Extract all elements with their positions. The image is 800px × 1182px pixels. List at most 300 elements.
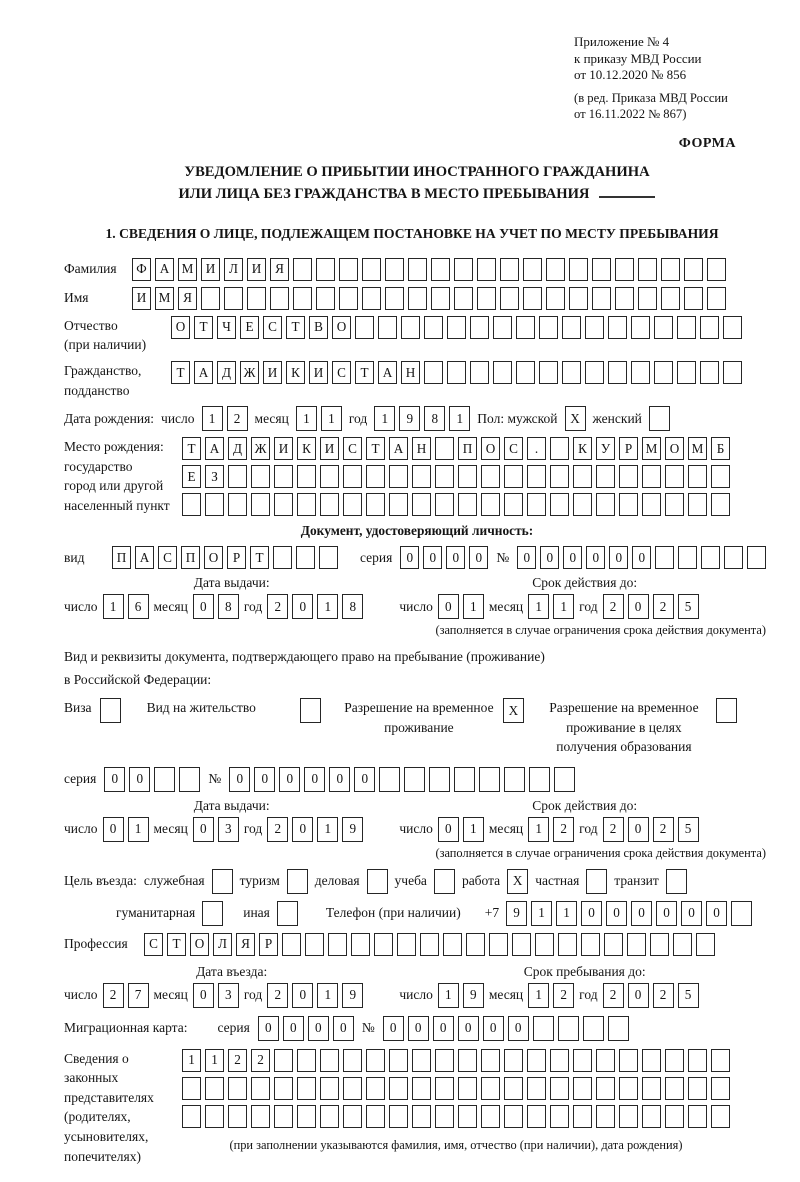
char-box[interactable]: [434, 869, 455, 894]
birthplace-row3-input[interactable]: [182, 493, 730, 516]
char-box[interactable]: [677, 316, 696, 339]
char-box[interactable]: [435, 1077, 454, 1100]
char-box[interactable]: [343, 465, 362, 488]
char-box[interactable]: [201, 287, 220, 310]
char-box[interactable]: [404, 767, 425, 792]
char-box[interactable]: [550, 1105, 569, 1128]
char-box[interactable]: Я: [236, 933, 255, 956]
char-box[interactable]: [366, 1049, 385, 1072]
stay-year-input[interactable]: [603, 983, 699, 1008]
char-box[interactable]: [665, 465, 684, 488]
char-box[interactable]: 3: [218, 817, 239, 842]
char-box[interactable]: [596, 1049, 615, 1072]
char-box[interactable]: 0: [438, 817, 459, 842]
residence-seriya-input[interactable]: [104, 767, 200, 792]
char-box[interactable]: [182, 1077, 201, 1100]
purpose-private-checkbox[interactable]: [586, 869, 607, 894]
char-box[interactable]: 0: [632, 546, 651, 569]
char-box[interactable]: Я: [178, 287, 197, 310]
char-box[interactable]: [458, 1077, 477, 1100]
char-box[interactable]: X: [507, 869, 528, 894]
char-box[interactable]: 2: [251, 1049, 270, 1072]
char-box[interactable]: 9: [463, 983, 484, 1008]
char-box[interactable]: 0: [508, 1016, 529, 1041]
char-box[interactable]: [389, 493, 408, 516]
char-box[interactable]: 1: [202, 406, 223, 431]
char-box[interactable]: [435, 465, 454, 488]
char-box[interactable]: [389, 1105, 408, 1128]
representatives-row3-input[interactable]: [182, 1105, 730, 1128]
char-box[interactable]: [550, 437, 569, 460]
char-box[interactable]: 6: [128, 594, 149, 619]
char-box[interactable]: [366, 1077, 385, 1100]
purpose-work-checkbox[interactable]: [507, 869, 528, 894]
char-box[interactable]: [684, 258, 703, 281]
char-box[interactable]: И: [309, 361, 328, 384]
char-box[interactable]: [408, 258, 427, 281]
char-box[interactable]: [615, 258, 634, 281]
char-box[interactable]: О: [171, 316, 190, 339]
gender-female-checkbox[interactable]: [649, 406, 670, 431]
char-box[interactable]: [688, 465, 707, 488]
char-box[interactable]: [504, 1077, 523, 1100]
char-box[interactable]: Л: [224, 258, 243, 281]
char-box[interactable]: 0: [408, 1016, 429, 1041]
char-box[interactable]: [527, 1105, 546, 1128]
char-box[interactable]: [412, 1049, 431, 1072]
char-box[interactable]: 8: [218, 594, 239, 619]
char-box[interactable]: [608, 316, 627, 339]
char-box[interactable]: 1: [321, 406, 342, 431]
char-box[interactable]: [711, 493, 730, 516]
char-box[interactable]: [581, 933, 600, 956]
residence-issue-day-input[interactable]: [103, 817, 149, 842]
char-box[interactable]: [527, 465, 546, 488]
char-box[interactable]: [608, 1016, 629, 1041]
char-box[interactable]: И: [201, 258, 220, 281]
char-box[interactable]: Т: [355, 361, 374, 384]
char-box[interactable]: [458, 1105, 477, 1128]
char-box[interactable]: [320, 465, 339, 488]
birth-month-input[interactable]: [296, 406, 342, 431]
char-box[interactable]: [458, 465, 477, 488]
birth-day-input[interactable]: [202, 406, 248, 431]
char-box[interactable]: [724, 546, 743, 569]
purpose-tourism-checkbox[interactable]: [287, 869, 308, 894]
char-box[interactable]: [649, 406, 670, 431]
char-box[interactable]: [516, 316, 535, 339]
char-box[interactable]: [638, 258, 657, 281]
char-box[interactable]: 0: [129, 767, 150, 792]
char-box[interactable]: С: [144, 933, 163, 956]
char-box[interactable]: М: [155, 287, 174, 310]
char-box[interactable]: 0: [706, 901, 727, 926]
char-box[interactable]: [435, 437, 454, 460]
char-box[interactable]: [642, 465, 661, 488]
char-box[interactable]: 2: [267, 983, 288, 1008]
char-box[interactable]: [355, 316, 374, 339]
char-box[interactable]: [454, 258, 473, 281]
char-box[interactable]: [539, 316, 558, 339]
char-box[interactable]: [711, 1105, 730, 1128]
char-box[interactable]: [228, 1077, 247, 1100]
char-box[interactable]: [701, 546, 720, 569]
char-box[interactable]: Н: [401, 361, 420, 384]
char-box[interactable]: 0: [628, 817, 649, 842]
char-box[interactable]: М: [642, 437, 661, 460]
char-box[interactable]: [343, 1049, 362, 1072]
representatives-row1-input[interactable]: [182, 1049, 730, 1072]
char-box[interactable]: 0: [628, 594, 649, 619]
char-box[interactable]: Р: [259, 933, 278, 956]
char-box[interactable]: [562, 316, 581, 339]
migration-seriya-input[interactable]: [258, 1016, 354, 1041]
char-box[interactable]: [688, 1105, 707, 1128]
char-box[interactable]: [554, 767, 575, 792]
char-box[interactable]: М: [688, 437, 707, 460]
char-box[interactable]: [585, 316, 604, 339]
char-box[interactable]: Д: [217, 361, 236, 384]
char-box[interactable]: [320, 1105, 339, 1128]
char-box[interactable]: [527, 1077, 546, 1100]
char-box[interactable]: Я: [270, 258, 289, 281]
char-box[interactable]: 1: [317, 594, 338, 619]
birth-year-input[interactable]: [374, 406, 470, 431]
char-box[interactable]: [573, 1077, 592, 1100]
char-box[interactable]: В: [309, 316, 328, 339]
char-box[interactable]: [481, 1077, 500, 1100]
char-box[interactable]: [366, 1105, 385, 1128]
char-box[interactable]: [470, 361, 489, 384]
char-box[interactable]: 0: [423, 546, 442, 569]
char-box[interactable]: [431, 258, 450, 281]
char-box[interactable]: 1: [449, 406, 470, 431]
char-box[interactable]: И: [263, 361, 282, 384]
char-box[interactable]: [429, 767, 450, 792]
char-box[interactable]: 1: [556, 901, 577, 926]
char-box[interactable]: [454, 767, 475, 792]
char-box[interactable]: Л: [213, 933, 232, 956]
char-box[interactable]: [631, 361, 650, 384]
doc-valid-month-input[interactable]: [528, 594, 574, 619]
char-box[interactable]: [447, 316, 466, 339]
doc-valid-year-input[interactable]: [603, 594, 699, 619]
char-box[interactable]: [665, 1077, 684, 1100]
char-box[interactable]: 0: [628, 983, 649, 1008]
char-box[interactable]: [205, 1105, 224, 1128]
char-box[interactable]: 0: [433, 1016, 454, 1041]
char-box[interactable]: [343, 493, 362, 516]
char-box[interactable]: [573, 493, 592, 516]
char-box[interactable]: 0: [333, 1016, 354, 1041]
char-box[interactable]: [550, 1077, 569, 1100]
char-box[interactable]: [627, 933, 646, 956]
char-box[interactable]: [366, 493, 385, 516]
residence-valid-day-input[interactable]: [438, 817, 484, 842]
char-box[interactable]: 1: [317, 983, 338, 1008]
char-box[interactable]: [642, 493, 661, 516]
char-box[interactable]: Т: [250, 546, 269, 569]
char-box[interactable]: С: [263, 316, 282, 339]
char-box[interactable]: [251, 1077, 270, 1100]
char-box[interactable]: [596, 1105, 615, 1128]
char-box[interactable]: [316, 258, 335, 281]
char-box[interactable]: [619, 1077, 638, 1100]
char-box[interactable]: 0: [581, 901, 602, 926]
char-box[interactable]: 0: [586, 546, 605, 569]
char-box[interactable]: 1: [317, 817, 338, 842]
char-box[interactable]: 0: [563, 546, 582, 569]
char-box[interactable]: [504, 465, 523, 488]
char-box[interactable]: 1: [205, 1049, 224, 1072]
char-box[interactable]: 0: [103, 817, 124, 842]
char-box[interactable]: [678, 546, 697, 569]
visa-checkbox[interactable]: [100, 698, 121, 723]
char-box[interactable]: .: [527, 437, 546, 460]
char-box[interactable]: [711, 465, 730, 488]
char-box[interactable]: А: [205, 437, 224, 460]
char-box[interactable]: Д: [228, 437, 247, 460]
char-box[interactable]: [202, 901, 223, 926]
char-box[interactable]: [300, 698, 321, 723]
char-box[interactable]: Н: [412, 437, 431, 460]
char-box[interactable]: [293, 287, 312, 310]
char-box[interactable]: 2: [653, 594, 674, 619]
char-box[interactable]: [573, 1049, 592, 1072]
char-box[interactable]: [550, 465, 569, 488]
char-box[interactable]: [424, 361, 443, 384]
char-box[interactable]: [389, 465, 408, 488]
char-box[interactable]: 1: [128, 817, 149, 842]
char-box[interactable]: [277, 901, 298, 926]
char-box[interactable]: [696, 933, 715, 956]
char-box[interactable]: [558, 1016, 579, 1041]
char-box[interactable]: [205, 1077, 224, 1100]
char-box[interactable]: [401, 316, 420, 339]
char-box[interactable]: 0: [681, 901, 702, 926]
char-box[interactable]: [316, 287, 335, 310]
stay-day-input[interactable]: [438, 983, 484, 1008]
char-box[interactable]: 9: [342, 983, 363, 1008]
char-box[interactable]: [642, 1049, 661, 1072]
char-box[interactable]: 2: [653, 983, 674, 1008]
birthplace-row2-input[interactable]: [182, 465, 730, 488]
char-box[interactable]: [477, 258, 496, 281]
char-box[interactable]: X: [503, 698, 524, 723]
doc-issue-year-input[interactable]: [267, 594, 363, 619]
firstname-input[interactable]: [132, 287, 726, 310]
char-box[interactable]: 2: [267, 594, 288, 619]
char-box[interactable]: У: [596, 437, 615, 460]
char-box[interactable]: [631, 316, 650, 339]
char-box[interactable]: 0: [104, 767, 125, 792]
char-box[interactable]: [296, 546, 315, 569]
char-box[interactable]: [707, 287, 726, 310]
purpose-official-checkbox[interactable]: [212, 869, 233, 894]
char-box[interactable]: [179, 767, 200, 792]
char-box[interactable]: [274, 465, 293, 488]
char-box[interactable]: [615, 287, 634, 310]
char-box[interactable]: 9: [342, 817, 363, 842]
char-box[interactable]: [684, 287, 703, 310]
residence-issue-year-input[interactable]: [267, 817, 363, 842]
char-box[interactable]: Е: [182, 465, 201, 488]
char-box[interactable]: [673, 933, 692, 956]
purpose-business-checkbox[interactable]: [367, 869, 388, 894]
char-box[interactable]: А: [194, 361, 213, 384]
entry-year-input[interactable]: [267, 983, 363, 1008]
char-box[interactable]: [343, 1105, 362, 1128]
char-box[interactable]: [182, 493, 201, 516]
char-box[interactable]: [420, 933, 439, 956]
char-box[interactable]: Е: [240, 316, 259, 339]
char-box[interactable]: [654, 361, 673, 384]
char-box[interactable]: [408, 287, 427, 310]
char-box[interactable]: [504, 493, 523, 516]
char-box[interactable]: [731, 901, 752, 926]
char-box[interactable]: [320, 1049, 339, 1072]
char-box[interactable]: [297, 465, 316, 488]
char-box[interactable]: [228, 465, 247, 488]
char-box[interactable]: [362, 258, 381, 281]
char-box[interactable]: [270, 287, 289, 310]
char-box[interactable]: [661, 287, 680, 310]
char-box[interactable]: [481, 1105, 500, 1128]
char-box[interactable]: 0: [258, 1016, 279, 1041]
doc-num-input[interactable]: [517, 546, 766, 569]
char-box[interactable]: С: [504, 437, 523, 460]
char-box[interactable]: [287, 869, 308, 894]
char-box[interactable]: [481, 465, 500, 488]
char-box[interactable]: [154, 767, 175, 792]
char-box[interactable]: 5: [678, 817, 699, 842]
char-box[interactable]: [608, 361, 627, 384]
char-box[interactable]: [527, 493, 546, 516]
char-box[interactable]: [282, 933, 301, 956]
char-box[interactable]: 1: [374, 406, 395, 431]
char-box[interactable]: [205, 493, 224, 516]
char-box[interactable]: [504, 1049, 523, 1072]
char-box[interactable]: [711, 1077, 730, 1100]
char-box[interactable]: [665, 493, 684, 516]
char-box[interactable]: [293, 258, 312, 281]
char-box[interactable]: [711, 1049, 730, 1072]
char-box[interactable]: [533, 1016, 554, 1041]
char-box[interactable]: М: [178, 258, 197, 281]
char-box[interactable]: [367, 869, 388, 894]
char-box[interactable]: [716, 698, 737, 723]
char-box[interactable]: 1: [182, 1049, 201, 1072]
char-box[interactable]: [385, 287, 404, 310]
char-box[interactable]: [688, 1049, 707, 1072]
char-box[interactable]: [723, 361, 742, 384]
char-box[interactable]: Т: [167, 933, 186, 956]
char-box[interactable]: 0: [517, 546, 536, 569]
char-box[interactable]: [546, 287, 565, 310]
char-box[interactable]: [412, 493, 431, 516]
char-box[interactable]: 0: [292, 983, 313, 1008]
temp-residence-checkbox[interactable]: [503, 698, 524, 723]
char-box[interactable]: [569, 258, 588, 281]
char-box[interactable]: 0: [304, 767, 325, 792]
char-box[interactable]: 0: [400, 546, 419, 569]
char-box[interactable]: 0: [483, 1016, 504, 1041]
char-box[interactable]: [481, 1049, 500, 1072]
residence-issue-month-input[interactable]: [193, 817, 239, 842]
char-box[interactable]: [466, 933, 485, 956]
char-box[interactable]: 0: [193, 817, 214, 842]
char-box[interactable]: С: [343, 437, 362, 460]
char-box[interactable]: 1: [103, 594, 124, 619]
char-box[interactable]: 2: [553, 817, 574, 842]
char-box[interactable]: Ф: [132, 258, 151, 281]
char-box[interactable]: [362, 287, 381, 310]
char-box[interactable]: О: [190, 933, 209, 956]
char-box[interactable]: [374, 933, 393, 956]
char-box[interactable]: 0: [329, 767, 350, 792]
char-box[interactable]: 0: [631, 901, 652, 926]
char-box[interactable]: 1: [296, 406, 317, 431]
char-box[interactable]: [454, 287, 473, 310]
char-box[interactable]: 0: [193, 983, 214, 1008]
char-box[interactable]: [573, 465, 592, 488]
char-box[interactable]: 0: [308, 1016, 329, 1041]
surname-input[interactable]: [132, 258, 726, 281]
char-box[interactable]: А: [155, 258, 174, 281]
char-box[interactable]: [481, 493, 500, 516]
char-box[interactable]: [366, 465, 385, 488]
char-box[interactable]: [707, 258, 726, 281]
purpose-study-checkbox[interactable]: [434, 869, 455, 894]
char-box[interactable]: [251, 493, 270, 516]
stay-month-input[interactable]: [528, 983, 574, 1008]
char-box[interactable]: [443, 933, 462, 956]
residence-valid-month-input[interactable]: [528, 817, 574, 842]
char-box[interactable]: 2: [103, 983, 124, 1008]
char-box[interactable]: [529, 767, 550, 792]
char-box[interactable]: [539, 361, 558, 384]
char-box[interactable]: [247, 287, 266, 310]
char-box[interactable]: [650, 933, 669, 956]
char-box[interactable]: [351, 933, 370, 956]
char-box[interactable]: [228, 1105, 247, 1128]
char-box[interactable]: 5: [678, 594, 699, 619]
char-box[interactable]: [700, 316, 719, 339]
char-box[interactable]: 0: [354, 767, 375, 792]
char-box[interactable]: 0: [279, 767, 300, 792]
char-box[interactable]: 2: [603, 983, 624, 1008]
char-box[interactable]: 5: [678, 983, 699, 1008]
char-box[interactable]: 1: [463, 594, 484, 619]
char-box[interactable]: [604, 933, 623, 956]
char-box[interactable]: [435, 493, 454, 516]
char-box[interactable]: 0: [283, 1016, 304, 1041]
char-box[interactable]: [596, 1077, 615, 1100]
char-box[interactable]: [688, 1077, 707, 1100]
char-box[interactable]: 2: [653, 817, 674, 842]
char-box[interactable]: [458, 1049, 477, 1072]
char-box[interactable]: 0: [292, 594, 313, 619]
char-box[interactable]: 1: [531, 901, 552, 926]
char-box[interactable]: [339, 258, 358, 281]
char-box[interactable]: О: [481, 437, 500, 460]
char-box[interactable]: Ж: [251, 437, 270, 460]
char-box[interactable]: [493, 316, 512, 339]
char-box[interactable]: [523, 287, 542, 310]
char-box[interactable]: [251, 1105, 270, 1128]
char-box[interactable]: [435, 1105, 454, 1128]
char-box[interactable]: [661, 258, 680, 281]
